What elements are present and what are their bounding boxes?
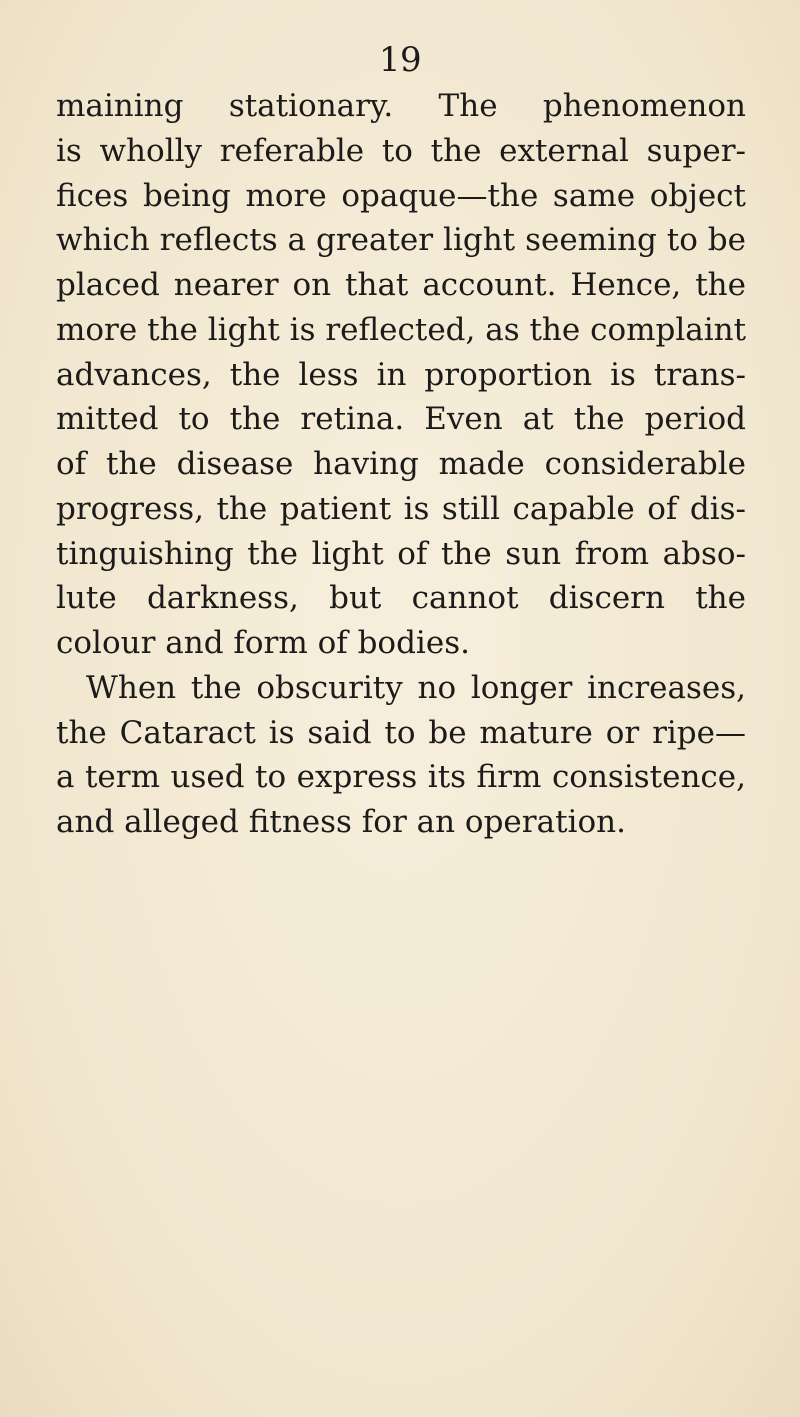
text-line: a term used to express its firm consistence, [56, 759, 746, 796]
text-line: fices being more opaque—the same object [56, 177, 746, 214]
page-number: 19 [378, 40, 422, 80]
text-line: maining stationary. The phenomenon [56, 88, 746, 124]
paragraph-start-line: When the obscurity no longer increases, [86, 669, 746, 706]
text-line: tinguishing the light of the sun from abso- [56, 535, 746, 572]
text-line: is wholly referable to the external super- [56, 132, 746, 169]
text-line: which reflects a greater light seeming to be [56, 222, 746, 259]
text-line: placed nearer on that account. Hence, the [56, 267, 746, 303]
text-line: progress, the patient is still capable of dis- [56, 490, 746, 527]
text-line: more the light is reflected, as the complaint [56, 311, 747, 348]
text-line: mitted to the retina. Even at the period [56, 401, 746, 438]
paragraph-end-line: colour and form of bodies. [56, 625, 470, 661]
text-line: the Cataract is said to be mature or ripe— [56, 714, 746, 751]
paragraph-end-line: and alleged fitness for an operation. [56, 804, 626, 840]
text-line: lute darkness, but cannot discern the [56, 580, 746, 617]
body-text [56, 84, 746, 845]
text-line: of the disease having made considerable [56, 446, 746, 482]
text-line: advances, the less in proportion is trans- [56, 356, 746, 393]
